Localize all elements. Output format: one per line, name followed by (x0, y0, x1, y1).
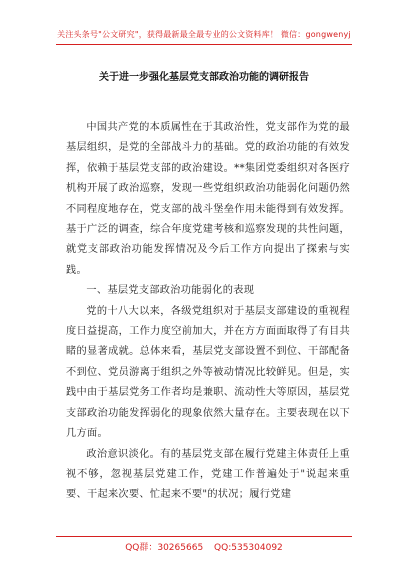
section-heading: 一、基层党支部政治功能弱化的表现 (86, 285, 255, 297)
header-divider (56, 44, 352, 45)
document-body (66, 118, 350, 506)
document-title: 关于进一步强化基层党支部政治功能的调研报告 (99, 72, 309, 83)
footer-contact (0, 540, 408, 553)
footer-divider (56, 536, 352, 537)
paragraph-political-awareness: 政治意识淡化。有的基层党支部在履行党建主体责任上重视不够，忽视基层党建工作，党建工作普遍处于"说起来重要、干起来次要、忙起来不要"的状况；履行党建 (66, 448, 350, 501)
header-promo-text: 关注头条号"公文研究"，获得最新最全最专业的公文资料库！ 微信：gongwenyj (57, 30, 351, 39)
footer-qq-group: QQ群：30265665 (125, 543, 204, 553)
footer-qq-contact: QQ:535304092 (214, 543, 283, 553)
paragraph-intro: 中国共产党的本质属性在于其政治性，党支部作为党的最基层组织，是党的全部战斗力的基础。党的政治功能的有效发挥，依赖于基层党支部的政治建设。**集团党委组织对各医疗机构开展了政治巡察，发现一些党组织政治功能弱化问题仍然不同程度地存在，党支部的战斗堡垒作用未能得到有效发挥。基于广泛的调查，综合年度党建考核和巡察发现的共性问题，就党支部政治功能发挥情况及今后工作方向提出了探索与实践。 (66, 122, 350, 276)
paragraph-overview: 党的十八大以来，各级党组织对于基层支部建设的重视程度日益提高，工作力度空前加大，并在方方面面取得了有目共睹的显著成就。总体来看，基层党支部设置不到位、干部配备不到位、党员游离于组织之外等被动情况比较鲜见。但是，实践中由于基层党务工作者均是兼职、流动性大等原因，基层党支部政治功能发挥弱化的现象依然大量存在。主要表现在以下几方面。 (66, 305, 350, 440)
page-header (0, 0, 408, 58)
